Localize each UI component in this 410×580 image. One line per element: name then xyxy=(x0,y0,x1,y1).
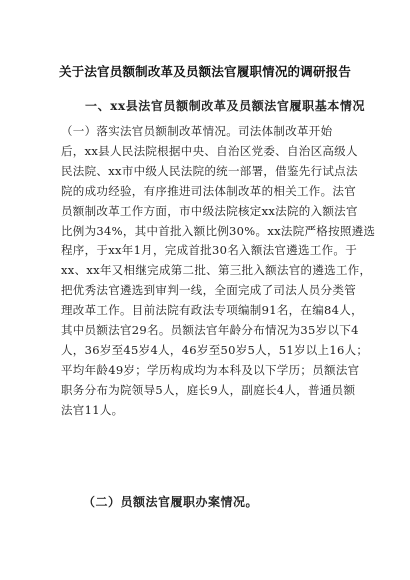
body-paragraph-1 xyxy=(61,122,376,421)
report-title: 关于法官员额制改革及员额法官履职情况的调研报告 xyxy=(58,64,352,79)
section-heading-1: 一、xx县法官员额制改革及员额法官履职基本情况 xyxy=(85,99,366,113)
paragraph-line: 民法院、xx市中级人民法院的统一部署，借鉴先行试点法 xyxy=(61,163,358,178)
paragraph-line: 院的成功经验，有序推进司法体制改革的相关工作。法官 xyxy=(61,183,356,198)
paragraph-line: 员额制改革工作方面，市中级法院核定xx法院的入额法官 xyxy=(61,203,358,218)
paragraph-line: （一）落实法官员额制改革情况。司法体制改革开始 xyxy=(61,124,333,138)
subsection-heading-2: （二）员额法官履职办案情况。 xyxy=(83,495,259,509)
paragraph-line: 比例为34%，其中首批入额比例30%。xx法院严格按照遴选 xyxy=(61,223,376,238)
paragraph-line: 平均年龄49岁；学历构成均为本科及以下学历；员额法官 xyxy=(61,362,360,377)
paragraph-line: 其中员额法官29名。员额法官年龄分布情况为35岁以下4 xyxy=(61,323,359,338)
paragraph-line: 程序，于xx年1月，完成首批30名入额法官遴选工作。于 xyxy=(61,243,358,258)
paragraph-line: 后，xx县人民法院根据中央、自治区党委、自治区高级人 xyxy=(61,143,358,158)
paragraph-line: 法官11人。 xyxy=(61,402,124,417)
paragraph-line: 理改革工作。目前法院有政法专项编制91名，在编84人， xyxy=(61,303,363,318)
paragraph-line: 人，36岁至45岁4人，46岁至50岁5人，51岁以上16人； xyxy=(61,342,369,357)
paragraph-line: xx、xx年又相继完成第二批、第三批入额法官的遴选工作， xyxy=(61,263,372,278)
paragraph-line: 把优秀法官遴选到审判一线，全面完成了司法人员分类管 xyxy=(61,283,356,298)
paragraph-line: 职务分布为院领导5人，庭长9人，副庭长4人，普通员额 xyxy=(61,382,356,397)
